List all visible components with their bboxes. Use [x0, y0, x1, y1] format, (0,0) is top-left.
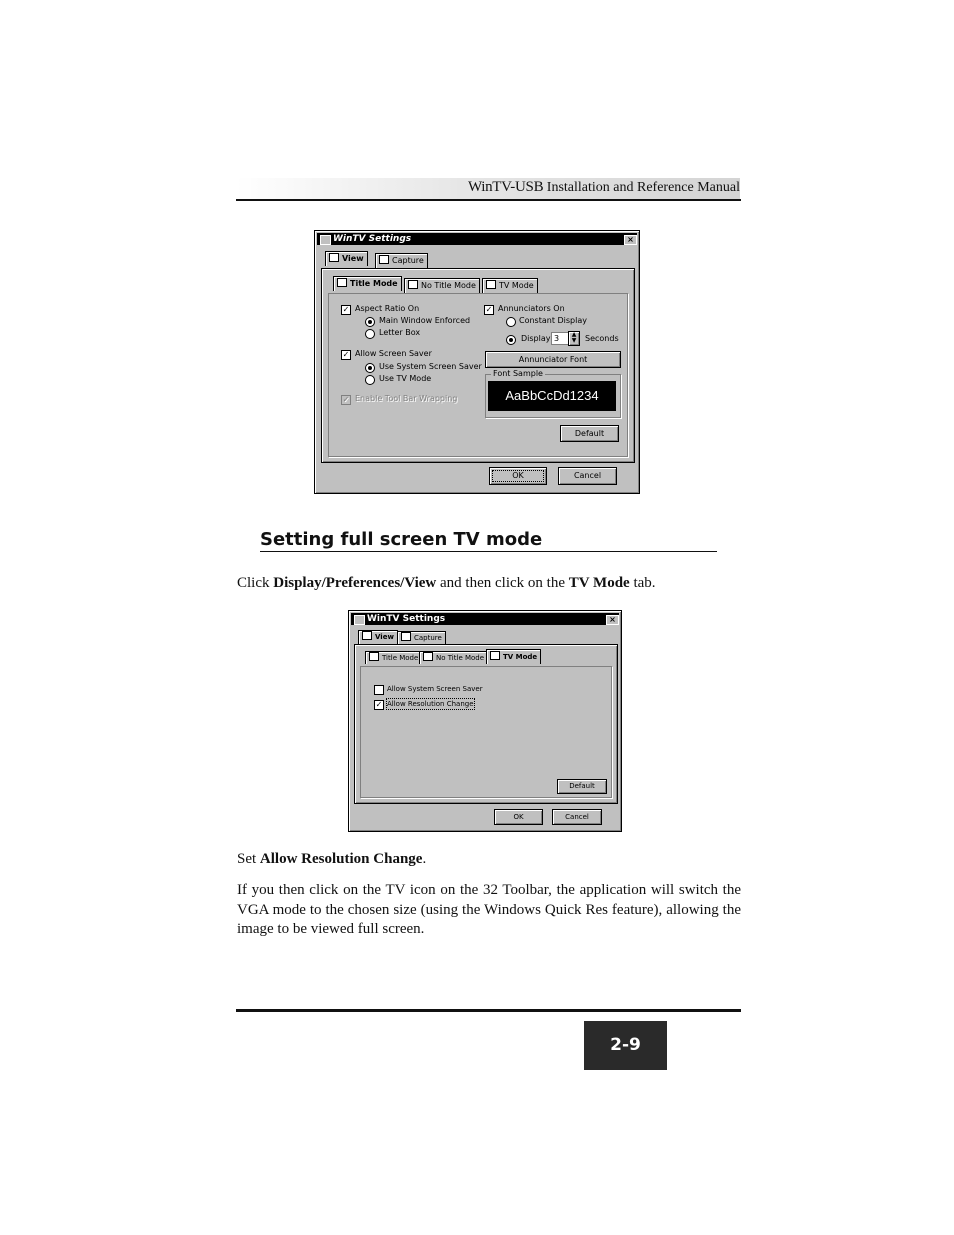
subtab-no-title-mode[interactable]: No Title Mode	[404, 278, 480, 293]
enable-tool-bar-wrapping-label: Enable Tool Bar Wrapping	[355, 394, 458, 403]
allow-resolution-change-checkbox[interactable]: ✓	[375, 700, 383, 709]
menu-path: Display/Preferences/View	[273, 575, 437, 591]
use-system-screen-saver-radio[interactable]	[365, 363, 375, 373]
use-system-screen-saver-label: Use System Screen Saver	[379, 362, 482, 371]
default-button[interactable]: Default	[560, 425, 619, 442]
tab-capture[interactable]: Capture	[375, 253, 428, 268]
cancel-button[interactable]: Cancel	[552, 809, 602, 825]
aspect-ratio-label: Aspect Ratio On	[355, 304, 420, 313]
capture-icon	[379, 255, 389, 264]
main-window-enforced-radio[interactable]	[365, 317, 375, 327]
dialog-titlebar	[317, 233, 637, 245]
allow-screen-saver-label: Allow Screen Saver	[355, 349, 432, 358]
close-button[interactable]: ×	[606, 615, 619, 625]
ok-button[interactable]: OK	[494, 809, 543, 825]
footer-rule	[236, 1009, 741, 1012]
wintv-settings-dialog-title-mode	[314, 230, 640, 494]
view-panel	[354, 644, 618, 804]
tv-mode-icon	[486, 280, 496, 289]
tab-view[interactable]: View	[325, 251, 368, 266]
subtab-tv-mode[interactable]: TV Mode	[482, 278, 538, 293]
font-sample-preview: AaBbCcDd1234	[488, 381, 616, 411]
allow-screen-saver-checkbox[interactable]: ✓	[342, 350, 350, 359]
manual-title: Installation and Reference Manual	[546, 180, 740, 195]
page-number: 2-9	[584, 1021, 667, 1070]
title-mode-icon	[337, 278, 347, 287]
dialog-titlebar	[351, 613, 619, 625]
enable-tool-bar-wrapping-checkbox[interactable]: ✓	[342, 395, 350, 404]
use-tv-mode-radio[interactable]	[365, 375, 375, 385]
close-button[interactable]: ×	[624, 235, 637, 245]
no-title-mode-icon	[408, 280, 418, 289]
display-label: Display	[521, 334, 551, 343]
annunciator-font-button[interactable]: Annunciator Font	[485, 351, 621, 368]
subtab-title-mode[interactable]: Title Mode	[365, 651, 422, 664]
tab-capture[interactable]: Capture	[397, 631, 446, 644]
subtab-title-mode[interactable]: Title Mode	[333, 276, 402, 291]
set-instruction: Set Allow Resolution Change.	[237, 851, 427, 867]
ok-button[interactable]: OK	[489, 467, 547, 485]
header-rule	[236, 199, 741, 201]
capture-icon	[401, 632, 411, 641]
tab-name: TV Mode	[568, 575, 630, 591]
view-icon	[329, 253, 339, 262]
setting-name: Allow Resolution Change	[259, 851, 423, 867]
view-icon	[362, 631, 372, 640]
aspect-ratio-checkbox[interactable]: ✓	[342, 305, 350, 314]
tab-view[interactable]: View	[358, 630, 398, 644]
title-mode-panel	[328, 293, 628, 457]
allow-system-screen-saver-label: Allow System Screen Saver	[387, 685, 483, 693]
constant-display-label: Constant Display	[519, 316, 587, 325]
main-window-enforced-label: Main Window Enforced	[379, 316, 471, 325]
wintv-settings-dialog-tv-mode	[348, 610, 622, 832]
instruction-text: Click Display/Preferences/View and then click on the TV Mode tab.	[237, 575, 656, 591]
cancel-button[interactable]: Cancel	[558, 467, 617, 485]
display-seconds-input[interactable]: 3	[551, 332, 569, 345]
dialog-title: WinTV Settings	[367, 614, 446, 624]
default-button[interactable]: Default	[557, 779, 607, 794]
tv-mode-panel	[360, 666, 612, 798]
subtab-tv-mode[interactable]: TV Mode	[486, 649, 541, 664]
use-tv-mode-label: Use TV Mode	[379, 374, 432, 383]
dialog-title: WinTV Settings	[333, 234, 412, 244]
section-heading: Setting full screen TV mode	[260, 529, 543, 550]
letter-box-label: Letter Box	[379, 328, 421, 337]
annunciators-on-label: Annunciators On	[498, 304, 565, 313]
running-header	[468, 179, 740, 196]
app-icon	[320, 235, 331, 245]
app-icon	[354, 615, 365, 625]
letter-box-radio[interactable]	[365, 329, 375, 339]
annunciators-on-checkbox[interactable]: ✓	[485, 305, 493, 314]
subtab-no-title-mode[interactable]: No Title Mode	[419, 651, 488, 664]
font-sample-label: Font Sample	[493, 369, 543, 378]
heading-rule	[260, 551, 717, 552]
display-seconds-spinner[interactable]: ▲ ▼	[568, 331, 580, 346]
tv-mode-icon	[490, 651, 500, 660]
constant-display-radio[interactable]	[506, 317, 516, 327]
product-name: WinTV-USB	[467, 179, 544, 195]
allow-system-screen-saver-checkbox[interactable]	[374, 685, 384, 695]
allow-resolution-change-label: Allow Resolution Change	[387, 700, 474, 708]
no-title-mode-icon	[423, 652, 433, 661]
display-seconds-radio[interactable]	[506, 335, 516, 345]
seconds-label: Seconds	[585, 334, 619, 343]
body-paragraph: If you then click on the TV icon on the 32 Toolbar, the application will switch the VGA mode to the chosen size (using the Windows Quick Res feature), allowing the image to be viewed full screen.	[237, 882, 741, 937]
title-mode-icon	[369, 652, 379, 661]
view-panel	[321, 268, 635, 463]
